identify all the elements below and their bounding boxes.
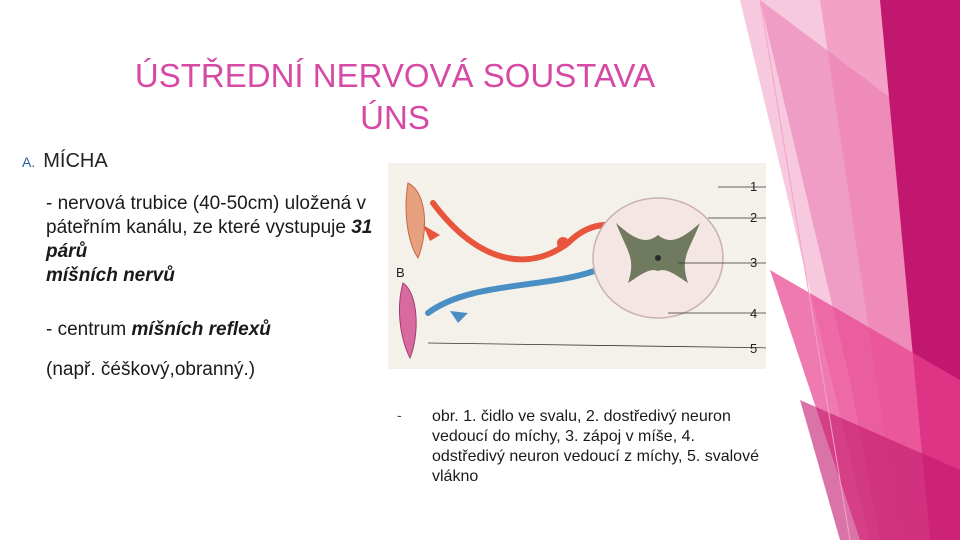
section-marker: A.	[22, 154, 36, 170]
title-line-2: ÚNS	[360, 99, 430, 136]
figure-label-2: 2	[750, 210, 758, 225]
figure-label-1: 1	[750, 179, 758, 194]
reflex-arc-figure	[388, 163, 766, 369]
para1-text: - nervová trubice (40-50cm) uložená v páteřním kanálu, ze které vystupuje	[46, 193, 366, 238]
paragraph-spinal-cord	[46, 192, 376, 288]
paragraph-reflex-center	[46, 318, 376, 342]
para1-bold-pairs: 31 párů	[46, 217, 373, 262]
figure-caption: obr. 1. čidlo ve svalu, 2. dostředivý neuron vedoucí do míchy, 3. zápoj v míše, 4. odstředivý neuron vedoucí z míchy, 5. svalové vlákno	[432, 408, 759, 485]
para3-text: (např. čéškový,obranný.)	[46, 359, 256, 380]
figure-label-4: 4	[750, 306, 758, 321]
figure-label-5: 5	[750, 341, 758, 356]
caption-dash: -	[397, 407, 402, 423]
slide-title	[95, 55, 695, 139]
paragraph-examples	[46, 358, 376, 382]
figure-label-b: B	[396, 265, 405, 280]
section-heading	[22, 150, 108, 173]
reflex-arc-illustration	[388, 163, 766, 369]
section-heading-text: MÍCHA	[43, 150, 108, 172]
para2-text: - centrum	[46, 319, 132, 340]
para2-bold-reflexes: míšních reflexů	[131, 319, 271, 340]
title-line-1: ÚSTŘEDNÍ NERVOVÁ SOUSTAVA	[134, 57, 656, 94]
figure-label-3: 3	[750, 255, 758, 270]
para1-bold-nerves: míšních nervů	[46, 265, 175, 286]
